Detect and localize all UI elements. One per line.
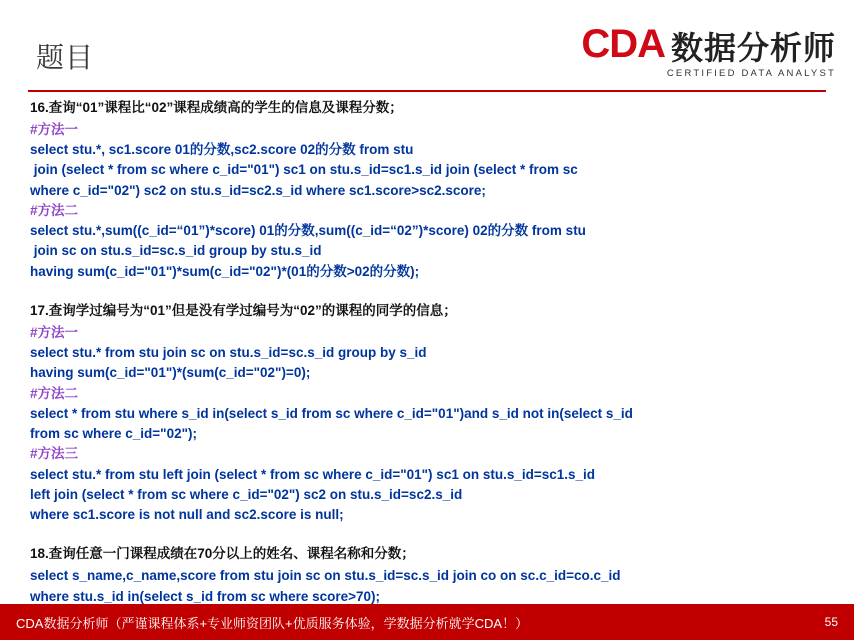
header-divider <box>28 90 826 92</box>
code-comment: #方法一 <box>30 324 79 340</box>
question-block <box>30 301 830 525</box>
code-line: join sc on stu.s_id=sc.s_id group by stu.s_id <box>30 243 322 259</box>
page-title: 题目 <box>36 42 95 73</box>
logo-row <box>581 24 836 64</box>
question-text: 17.查询学过编号为“01”但是没有学过编号为“02”的课程的同学的信息； <box>30 302 457 318</box>
logo-subtitle: CERTIFIED DATA ANALYST <box>666 68 836 79</box>
code-line: from sc where c_id="02"); <box>30 426 197 442</box>
code-line: select stu.*, sc1.score 01的分数,sc2.score 02的分数 from stu <box>30 142 414 158</box>
page-number: 55 <box>824 615 838 629</box>
code-line: where stu.s_id in(select s_id from sc where score>70); <box>30 588 381 604</box>
code-line: select stu.* from stu left join (select * from sc where c_id="01") sc1 on stu.s_id=sc1.s_id <box>30 466 596 482</box>
code-line: select s_name,c_name,score from stu join sc on stu.s_id=sc.s_id join co on sc.c_id=co.c_id <box>30 568 621 584</box>
code-line: select stu.* from stu join sc on stu.s_id=sc.s_id group by s_id <box>30 345 427 361</box>
code-comment: #方法二 <box>30 202 79 218</box>
code-content <box>30 98 830 604</box>
code-line: join (select * from sc where c_id="01") sc1 on stu.s_id=sc1.s_id join (select * from sc <box>30 162 578 178</box>
block-spacer <box>30 291 830 301</box>
logo-brand-cn-text: 数据分析师 <box>670 30 836 66</box>
question-text: 18.查询任意一门课程成绩在70分以上的姓名、课程名称和分数； <box>30 546 415 562</box>
question-block <box>30 98 830 282</box>
code-comment: #方法一 <box>30 121 79 137</box>
code-line: where c_id="02") sc2 on stu.s_id=sc2.s_id where sc1.score>sc2.score; <box>30 182 486 198</box>
code-line: select stu.*,sum((c_id=“01”)*score) 01的分数,sum((c_id=“02”)*score) 02的分数 from stu <box>30 223 586 239</box>
code-line: having sum(c_id="01")*(sum(c_id="02")=0); <box>30 365 311 381</box>
question-block <box>30 544 830 606</box>
cda-logo <box>581 24 836 79</box>
slide-header <box>0 0 854 92</box>
code-comment: #方法三 <box>30 446 79 462</box>
code-line: select * from stu where s_id in(select s_id from sc where c_id="01")and s_id not in(select s_id <box>30 405 633 421</box>
footer-text: CDA数据分析师（严谨课程体系+专业师资团队+优质服务体验，学数据分析就学CDA！） <box>16 616 529 631</box>
question-text: 16.查询“01”课程比“02”课程成绩高的学生的信息及课程分数； <box>30 100 403 115</box>
slide-footer <box>0 604 854 640</box>
code-line: having sum(c_id="01")*sum(c_id="02")*(01的分数>02的分数); <box>30 263 420 279</box>
code-comment: #方法二 <box>30 385 79 401</box>
block-spacer <box>30 534 830 544</box>
logo-brand-text: CDA <box>581 22 665 66</box>
code-line: where sc1.score is not null and sc2.score is null; <box>30 507 344 523</box>
code-line: left join (select * from sc where c_id="02") sc2 on stu.s_id=sc2.s_id <box>30 486 463 502</box>
